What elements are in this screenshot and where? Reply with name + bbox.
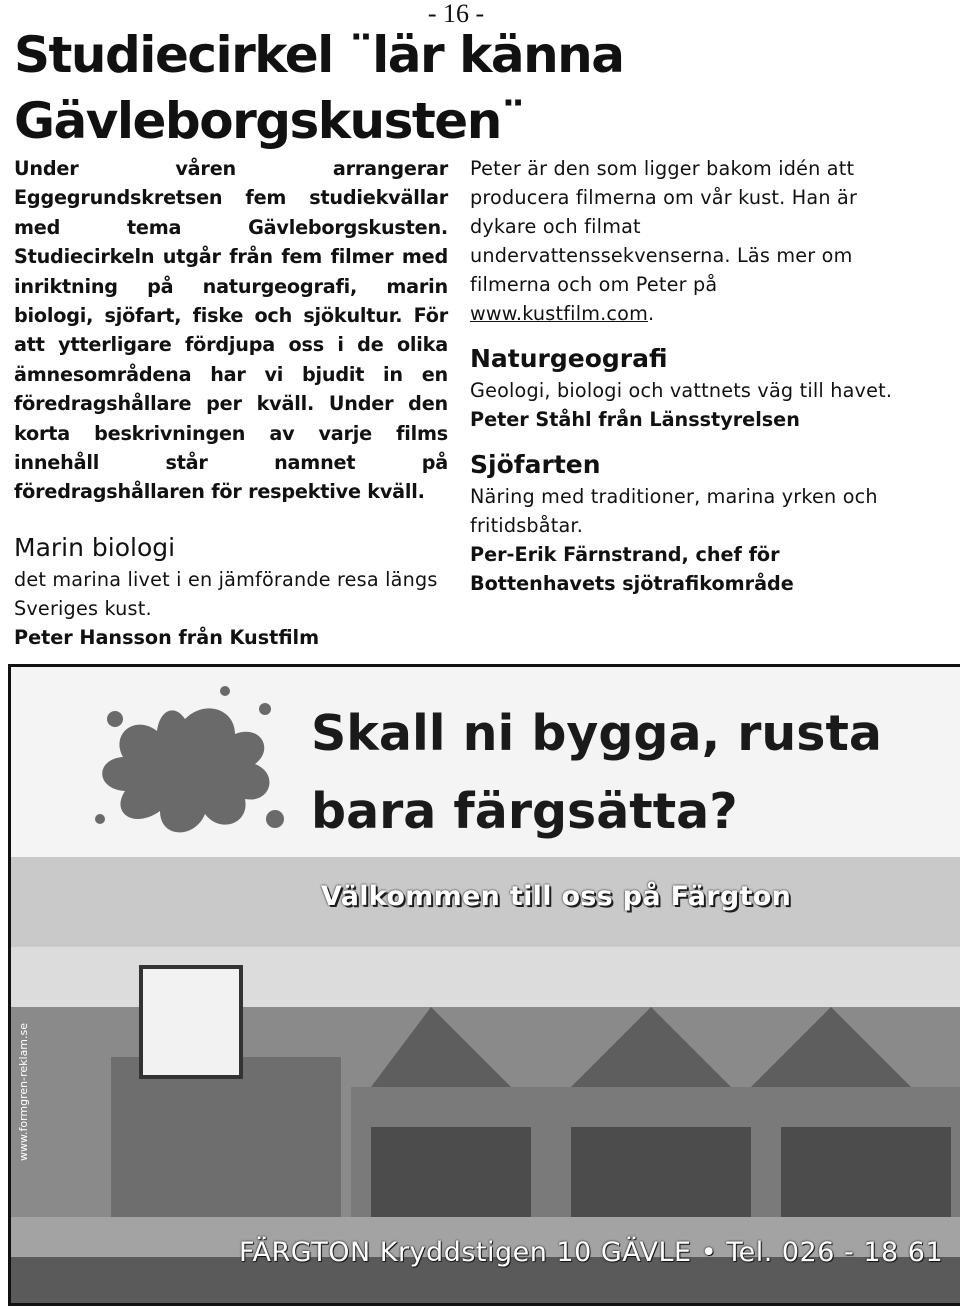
ad-headline (311, 695, 960, 851)
section-heading-sjofarten: Sjöfarten (470, 450, 601, 479)
kustfilm-link[interactable]: www.kustfilm.com (470, 302, 649, 325)
section-heading-naturgeografi: Naturgeografi (470, 344, 668, 373)
paint-splat-icon (75, 679, 295, 849)
page-number: - 16 - (427, 0, 485, 28)
speaker-sjofarten: Per-Erik Färnstrand, chef för Bottenhavets sjötrafikområde (470, 543, 794, 595)
speaker-marin-biologi: Peter Hansson från Kustfilm (14, 625, 320, 649)
section-description-marin-biologi: det marina livet i en jämförande resa längs Sveriges kust. (14, 567, 438, 620)
about-peter-text: Peter är den som ligger bakom idén att producera filmerna om vår kust. Han är dykare och filmat undervattenssekvenserna. Läs mer om filmerna och om Peter på (470, 157, 858, 296)
speaker-naturgeografi: Peter Ståhl från Länsstyrelsen (470, 408, 800, 431)
ad-welcome-text: Välkommen till oss på Färgton (321, 881, 792, 912)
ad-footer-contact: FÄRGTON Kryddstigen 10 GÄVLE • Tel. 026 - 18 61 (239, 1237, 944, 1268)
fargton-advertisement (8, 664, 960, 1306)
about-peter-paragraph (470, 154, 894, 328)
right-column (470, 154, 894, 598)
intro-paragraph: Under våren arrangerar Eggegrundskretsen fem studiekvällar med tema Gävleborgskusten. Studiecirkeln utgår från fem filmer med inriktning på naturgeografi, marin biologi, sjöfart, fiske och sjökultur. För att ytterligare fördjupa oss i de olika ämnesområdena har vi bjudit in en föredragshållare per kväll. Under den korta beskrivningen av varje films innehåll står namnet på föredragshållaren för respektive kväll. (14, 157, 448, 504)
ad-headline-line2: bara färgsätta? (311, 783, 738, 840)
ad-headline-line1: Skall ni bygga, rusta (311, 705, 882, 762)
left-column (14, 154, 448, 652)
section-heading-marin-biologi: Marin biologi (14, 532, 176, 562)
section-description-naturgeografi: Geologi, biologi och vattnets väg till havet. (470, 379, 893, 402)
section-description-sjofarten: Näring med traditioner, marina yrken och fritidsbåtar. (470, 485, 878, 537)
article-headline: Studiecirkel ¨lär känna Gävleborgskusten¨ (14, 26, 624, 150)
ad-agency-credit: www.formgren-reklam.se (17, 1022, 30, 1161)
about-peter-suffix: . (648, 302, 655, 325)
